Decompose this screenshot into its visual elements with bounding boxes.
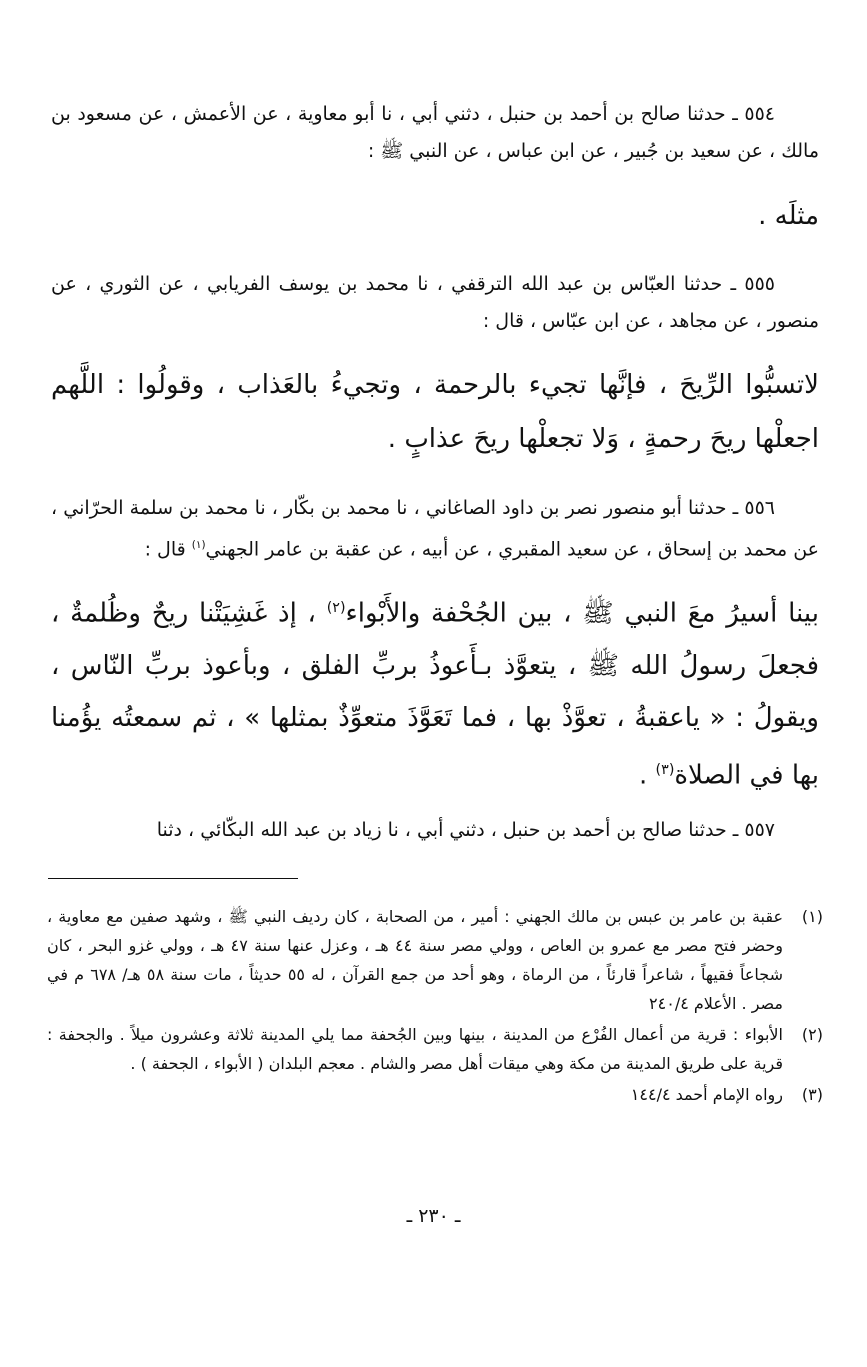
- page-number: ـ ٢٣٠ ـ: [406, 1205, 461, 1227]
- footnote-number: (٣): [801, 1085, 823, 1104]
- hadith-556-matn-part1: بينا أسيرُ معَ النبي ﷺ ، بين الجُحْفة والأَبْواء: [345, 598, 819, 629]
- footnote-ref-3: (٣): [655, 761, 675, 778]
- footnote-number: (٢): [801, 1025, 823, 1044]
- footnote-ref-1: (١): [191, 539, 206, 551]
- hadith-556-matn: [51, 582, 819, 801]
- hadith-556-isnad-end: قال :: [144, 538, 192, 561]
- hadith-556-isnad: [51, 490, 819, 568]
- hadith-554-matn: مثلَه .: [758, 201, 819, 231]
- hadith-554-isnad: ٥٥٤ ـ حدثنا صالح بن أحمد بن حنبل ، دثني أبي ، نا أبو معاوية ، عن الأعمش ، عن مسعود بن مالك ، عن سعيد بن جُبير ، عن ابن عباس ، عن النبي ﷺ :: [51, 103, 819, 162]
- footnote-text: الأبواء : قرية من أعمال الفُرْع من المدينة ، بينها وبين الجُحفة مما يلي المدينة ثلاثة وعشرون ميلاً . والجحفة : قرية على طريق المدينة من مكة وهي ميقات أهل مصر والشام . معجم البلدان ( الأبواء ، الجحفة ) .: [47, 1025, 783, 1073]
- hadith-555-isnad: ٥٥٥ ـ حدثنا العبّاس بن عبد الله الترقفي ، نا محمد بن يوسف الفريابي ، عن الثوري ، عن منصور ، عن مجاهد ، عن ابن عبّاس ، قال :: [51, 273, 819, 332]
- footnote-divider: [48, 878, 298, 879]
- hadith-556-matn-end: .: [639, 760, 656, 791]
- footnote-ref-2: (٢): [326, 600, 346, 616]
- hadith-556-matn-part2: ، إذ غَشِيَتْنا ريحٌ وظُلمةٌ ، فجعلَ رسولُ الله ﷺ ، يتعوَّذ بـأَعوذُ بربِّ الفلق ، وبأعوذ بربِّ النّاس ، ويقولُ : « ياعقبةُ ، تعوَّذْ بها ، فما تَعَوَّذَ متعوِّذٌ بمثلها » ، ثم سمعتُه يؤُمنا بها في الصلاة: [51, 598, 819, 791]
- footnote-2: [47, 1020, 823, 1078]
- footnote-1: [47, 902, 823, 1018]
- footnote-text: رواه الإمام أحمد ١٤٤/٤: [630, 1085, 783, 1104]
- footnote-number: (١): [801, 907, 823, 926]
- hadith-555-matn: لاتسبُّوا الرِّيحَ ، فإنَّها تجيء بالرحمة ، وتجيءُ بالعَذاب ، وقولُوا : اللَّهم اجعلْها ريحَ رحمةٍ ، وَلا تجعلْها ريحَ عذابٍ .: [51, 370, 819, 454]
- footnote-text: عقبة بن عامر بن عبس بن مالك الجهني : أمير ، من الصحابة ، كان رديف النبي ﷺ ، وشهد صفين مع معاوية ، وحضر فتح مصر مع عمرو بن العاص ، وولي مصر سنة ٤٤ هـ ، وعزل عنها سنة ٤٧ هـ ، وولي غزو البحر ، كان شجاعاً فقيهاً ، شاعراً قارئاً ، من الرماة ، وهو أحد من جمع القرآن ، له ٥٥ حديثاً ، مات سنة ٥٨ هـ/ ٦٧٨ م في مصر . الأعلام ٢٤٠/٤: [47, 907, 784, 1013]
- hadith-557-isnad: ٥٥٧ ـ حدثنا صالح بن أحمد بن حنبل ، دثني أبي ، نا زياد بن عبد الله البكّائي ، دثنا: [156, 819, 775, 841]
- footnotes: [47, 902, 823, 1111]
- footnote-3: [47, 1080, 823, 1109]
- hadith-556-isnad-text: ٥٥٦ ـ حدثنا أبو منصور نصر بن داود الصاغاني ، نا محمد بن بكّار ، نا محمد بن سلمة الحرّاني ، عن محمد بن إسحاق ، عن سعيد المقبري ، عن أبيه ، عن عقبة بن عامر الجهني: [51, 497, 819, 561]
